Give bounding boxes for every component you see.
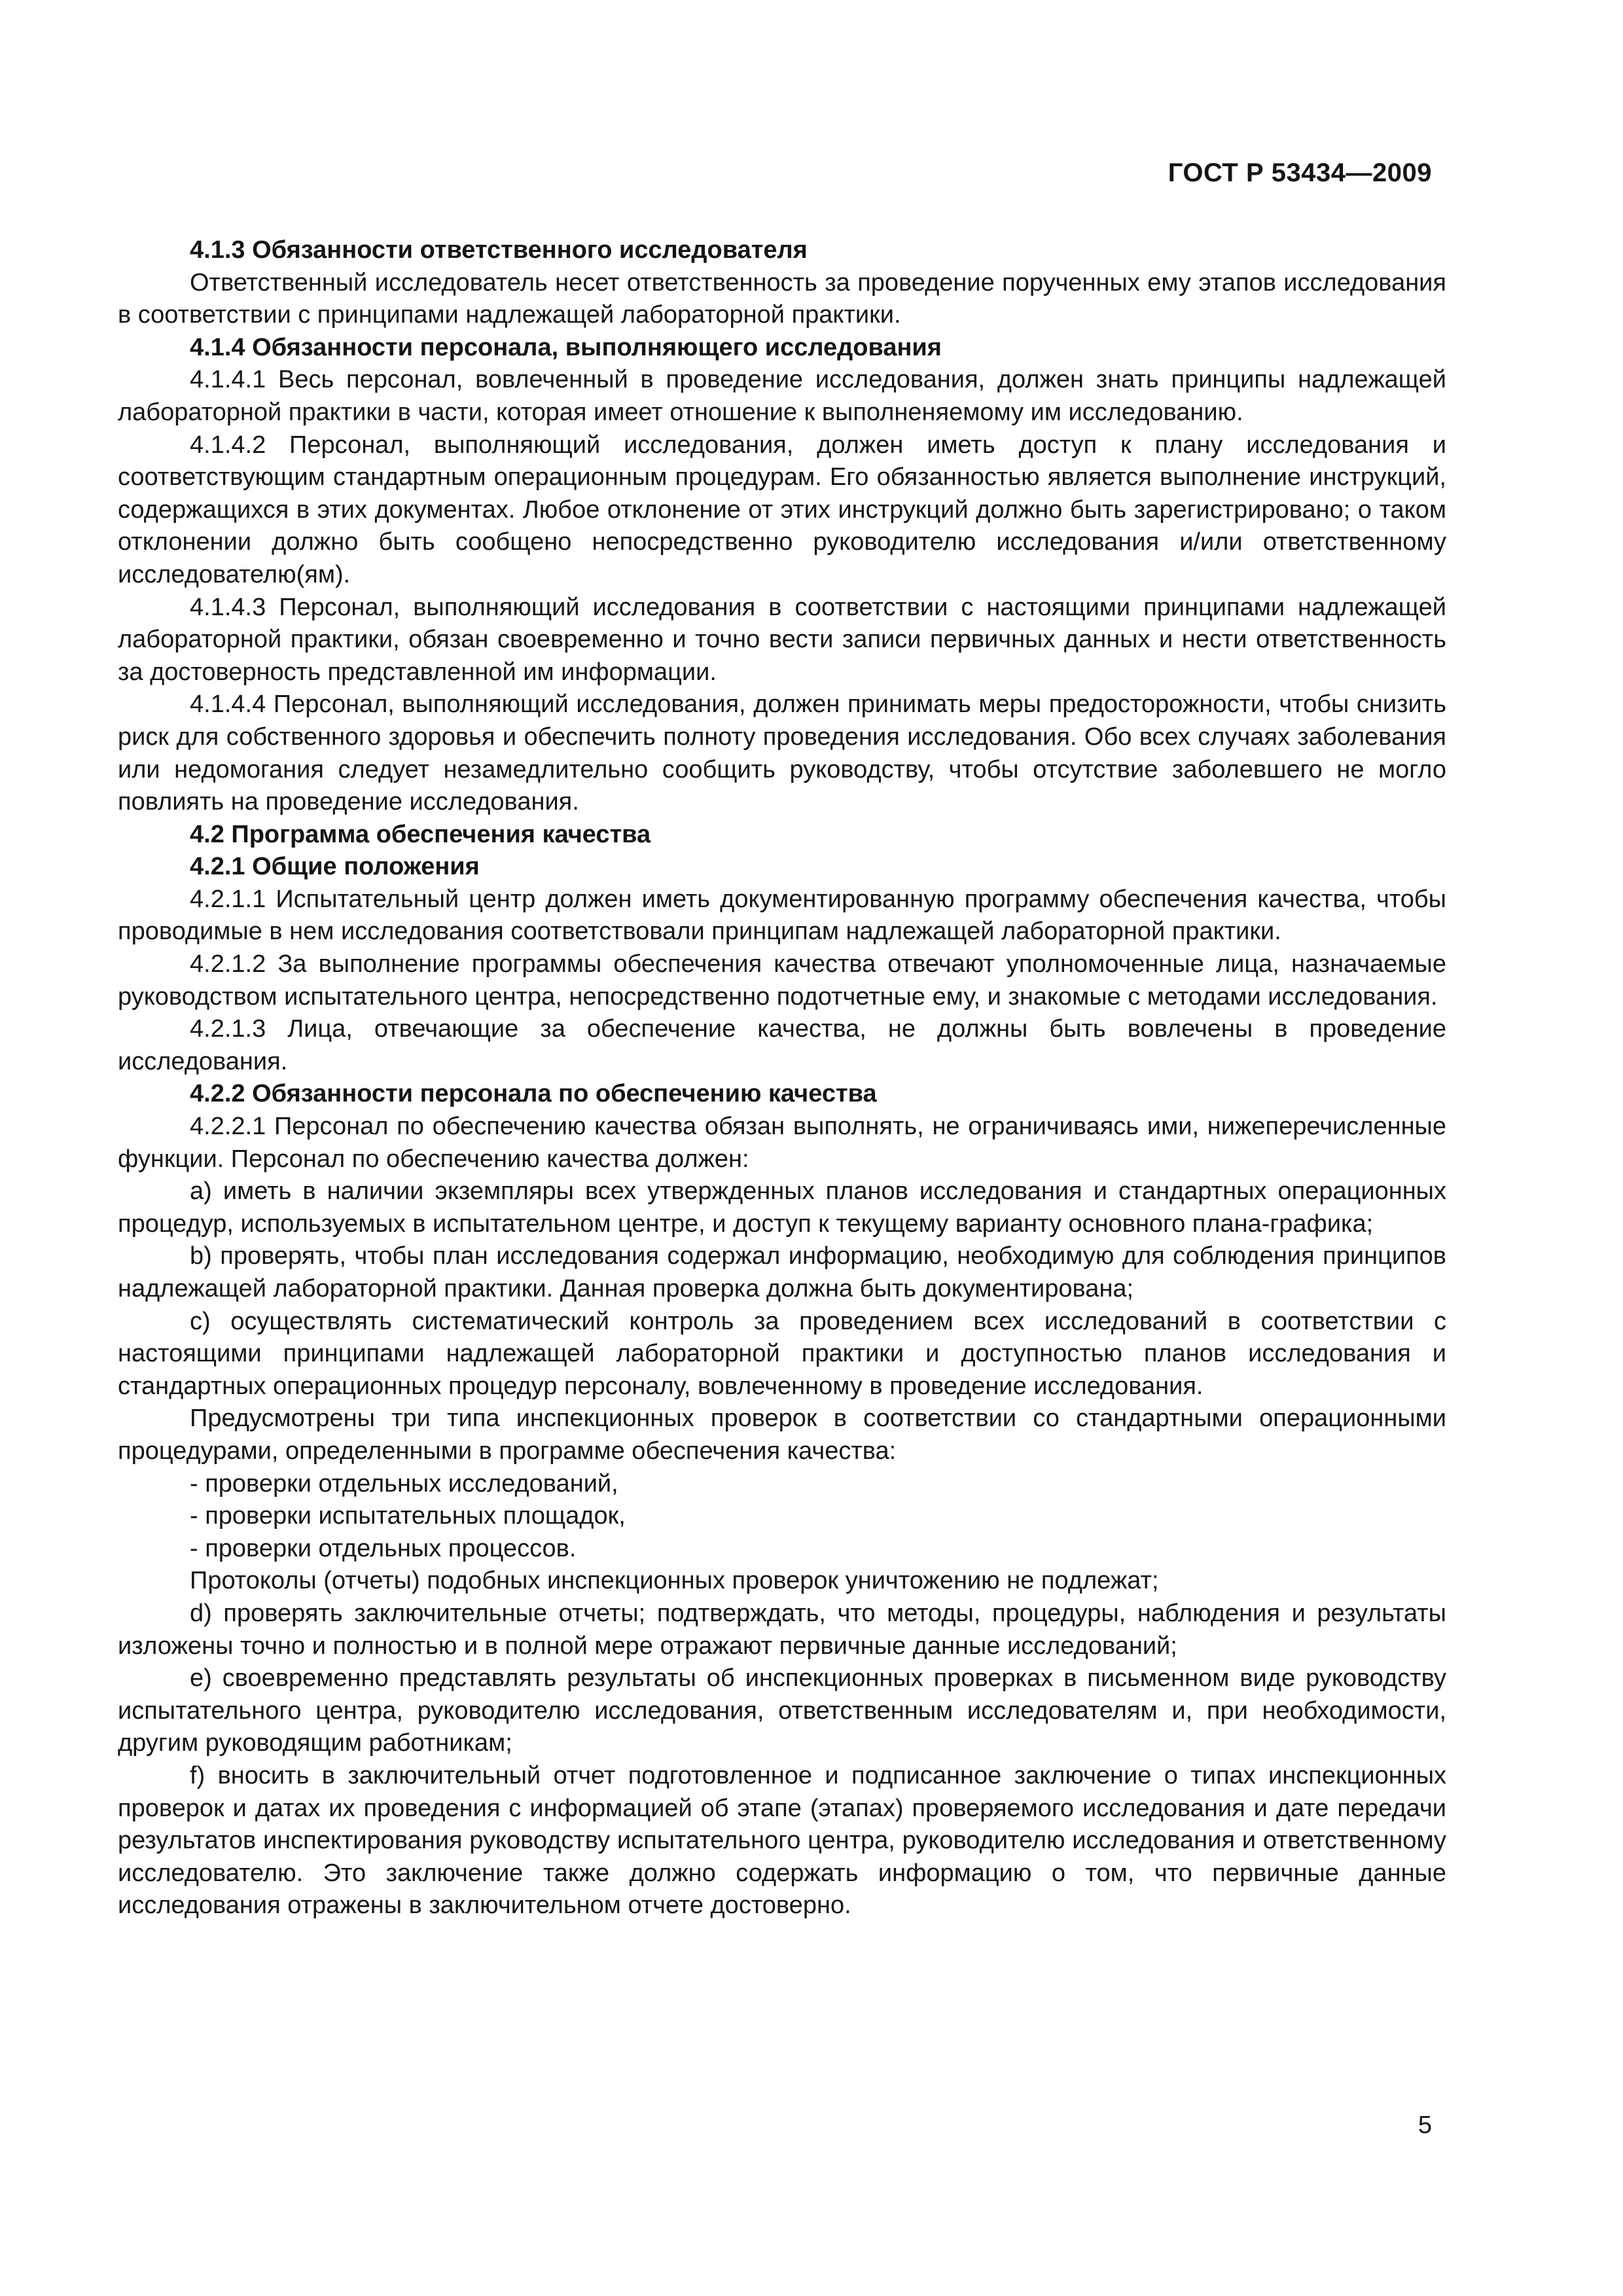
body-paragraph: f) вносить в заключительный отчет подготовленное и подписанное заключение о типах инспекционных проверок и датах их проведения с информацией об этапе (этапах) проверяемого исследования и дате передачи результатов инспектирования руководству испытательного центра, руководителю исследования и ответственному исследователю. Это заключение также должно содержать информацию о том, что первичные данные исследования отражены в заключительном отчете достоверно. <box>118 1761 1446 1920</box>
body-paragraph: а) иметь в наличии экземпляры всех утвержденных планов исследования и стандартных операционных процедур, используемых в испытательном центре, и доступ к текущему варианту основного плана-графика; <box>118 1177 1446 1238</box>
body-paragraph: 4.1.4.1 Весь персонал, вовлеченный в проведение исследования, должен знать принципы надлежащей лабораторной практики в части, которая имеет отношение к выполненяемому им исследованию. <box>118 366 1446 426</box>
section-heading: 4.1.3 Обязанности ответственного исследователя <box>190 236 808 264</box>
body-paragraph: b) проверять, чтобы план исследования содержал информацию, необходимую для соблюдения принципов надлежащей лабораторной практики. Данная проверка должна быть документирована; <box>118 1242 1446 1302</box>
body-paragraph: d) проверять заключительные отчеты; подтверждать, что методы, процедуры, наблюдения и результаты изложены точно и полностью и в полной мере отражают первичные данные исследований; <box>118 1599 1446 1660</box>
body-paragraph: 4.1.4.3 Персонал, выполняющий исследования в соответствии с настоящими принципами надлежащей лабораторной практики, обязан своевременно и точно вести записи первичных данных и нести ответственность за достоверность представленной им информации. <box>118 593 1446 686</box>
section-heading: 4.2.1 Общие положения <box>190 853 480 881</box>
section-heading: 4.1.4 Обязанности персонала, выполняющего исследования <box>190 333 942 361</box>
document-body <box>118 234 1446 1922</box>
body-paragraph: Протоколы (отчеты) подобных инспекционных проверок уничтожению не подлежат; <box>190 1567 1159 1595</box>
body-paragraph: 4.1.4.2 Персонал, выполняющий исследования, должен иметь доступ к плану исследования и соответствующим стандартным операционным процедурам. Его обязанностью является выполнение инструкций, содержащихся в этих документах. Любое отклонение от этих инструкций должно быть зарегистрировано; о таком отклонении должно быть сообщено непосредственно руководителю исследования и/или ответственному исследователю(ям). <box>118 431 1446 588</box>
section-heading: 4.2.2 Обязанности персонала по обеспечению качества <box>190 1080 877 1108</box>
body-paragraph: 4.2.1.1 Испытательный центр должен иметь документированную программу обеспечения качества, чтобы проводимые в нем исследования соответствовали принципам надлежащей лабораторной практики. <box>118 885 1446 946</box>
body-paragraph: 4.2.1.3 Лица, отвечающие за обеспечение качества, не должны быть вовлечены в проведение исследования. <box>118 1015 1446 1075</box>
body-paragraph: 4.1.4.4 Персонал, выполняющий исследования, должен принимать меры предосторожности, чтобы снизить риск для собственного здоровья и обеспечить полноту проведения исследования. Обо всех случаях заболевания или недомогания следует незамедлительно сообщить руководству, чтобы отсутствие заболевшего не могло повлиять на проведение исследования. <box>118 691 1446 816</box>
body-paragraph: 4.2.1.2 За выполнение программы обеспечения качества отвечают уполномоченные лица, назначаемые руководством испытательного центра, непосредственно подотчетные ему, и знакомые с методами исследования. <box>118 950 1446 1011</box>
document-code-header: ГОСТ Р 53434—2009 <box>1168 158 1432 187</box>
body-paragraph: Предусмотрены три типа инспекционных проверок в соответствии со стандартными операционными процедурами, определенными в программе обеспечения качества: <box>118 1405 1446 1465</box>
body-paragraph: е) своевременно представлять результаты об инспекционных проверках в письменном виде руководству испытательного центра, руководителю исследования, ответственным исследователям и, при необходимости, другим руководящим работникам; <box>118 1664 1446 1757</box>
list-item: - проверки отдельных исследований, <box>190 1469 618 1498</box>
body-paragraph: Ответственный исследователь несет ответственность за проведение порученных ему этапов исследования в соответствии с принципами надлежащей лабораторной практики. <box>118 268 1446 329</box>
page-number: 5 <box>1418 2111 1432 2139</box>
list-item: - проверки испытательных площадок, <box>190 1502 626 1530</box>
section-heading: 4.2 Программа обеспечения качества <box>190 820 651 848</box>
body-paragraph: с) осуществлять систематический контроль за проведением всех исследований в соответствии с настоящими принципами надлежащей лабораторной практики и доступностью планов исследования и стандартных операционных процедур персоналу, вовлеченному в проведение исследования. <box>118 1307 1446 1400</box>
list-item: - проверки отдельных процессов. <box>190 1534 577 1562</box>
body-paragraph: 4.2.2.1 Персонал по обеспечению качества обязан выполнять, не ограничиваясь ими, нижеперечисленные функции. Персонал по обеспечению качества должен: <box>118 1113 1446 1173</box>
